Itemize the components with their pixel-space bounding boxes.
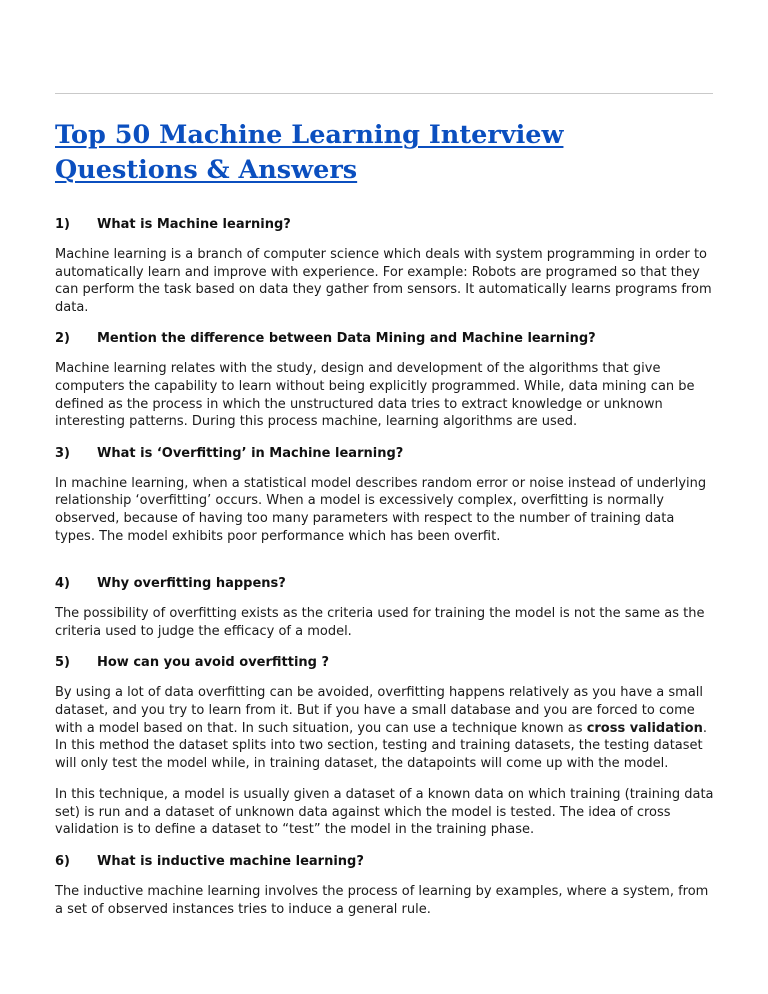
answer-1: Machine learning is a branch of computer science which deals with system programming in order to automatically learn and improve with experience. For example: Robots are programed so that they can perform the task based on data they gather from sensors. It automatically learns programs from data.	[55, 247, 712, 315]
question-6	[55, 853, 715, 871]
question-number: 6)	[55, 854, 70, 870]
qa-list	[55, 216, 715, 932]
question-1	[55, 216, 715, 234]
question-text: Mention the difference between Data Mining and Machine learning?	[97, 331, 596, 347]
question-5	[55, 654, 715, 672]
question-number: 1)	[55, 217, 70, 232]
cross-validation-term: cross validation	[586, 720, 703, 736]
answer-3: In machine learning, when a statistical model describes random error or noise instead of underlying relationship ‘overfitting’ occurs. When a model is excessively complex, overfitting is normally observed, because of having too many parameters with respect to the number of training data types. The model exhibits poor performance which has been overfit.	[55, 475, 707, 544]
question-number: 2)	[55, 331, 70, 347]
question-number: 5)	[55, 655, 70, 671]
answer-5a	[55, 684, 715, 772]
page-title[interactable]: Top 50 Machine Learning Interview Questions & Answers	[55, 120, 564, 185]
question-text: What is ‘Overfitting’ in Machine learning?	[97, 445, 404, 461]
question-text: What is Machine learning?	[97, 217, 291, 232]
question-4	[55, 575, 715, 593]
question-text: Why overfitting happens?	[97, 576, 286, 592]
answer-2: Machine learning relates with the study, design and development of the algorithms that give computers the capability to learn without being explicitly programmed. While, data mining can be defined as the process in which the unstructured data tries to extract knowledge or unknown interesting patterns. During this process machine, learning algorithms are used.	[55, 361, 695, 430]
question-number: 4)	[55, 576, 70, 592]
answer-4: The possibility of overfitting exists as the criteria used for training the model is not the same as the criteria used to judge the efficacy of a model.	[55, 606, 705, 639]
question-number: 3)	[55, 445, 70, 461]
question-2	[55, 330, 715, 348]
answer-text: . In this method the dataset splits into two section, testing and training datasets, the testing dataset will only test the model while, in training dataset, the datapoints will come up with the model.	[55, 720, 707, 771]
answer-5b: In this technique, a model is usually given a dataset of a known data on which training (training data set) is run and a dataset of unknown data against which the model is tested. The idea of cross validation is to define a dataset to “test” the model in the training phase.	[55, 787, 714, 838]
answer-6: The inductive machine learning involves the process of learning by examples, where a system, from a set of observed instances tries to induce a general rule.	[55, 884, 709, 917]
top-divider	[55, 93, 713, 94]
question-text: What is inductive machine learning?	[97, 854, 364, 870]
answer-text: By using a lot of data overfitting can be avoided, overfitting happens relatively as you have a small dataset, and you try to learn from it. But if you have a small database and you are forced to come with a model based on that. In such situation, you can use a technique known as	[55, 685, 704, 736]
question-text: How can you avoid overfitting ?	[97, 655, 330, 671]
question-3	[55, 445, 715, 463]
